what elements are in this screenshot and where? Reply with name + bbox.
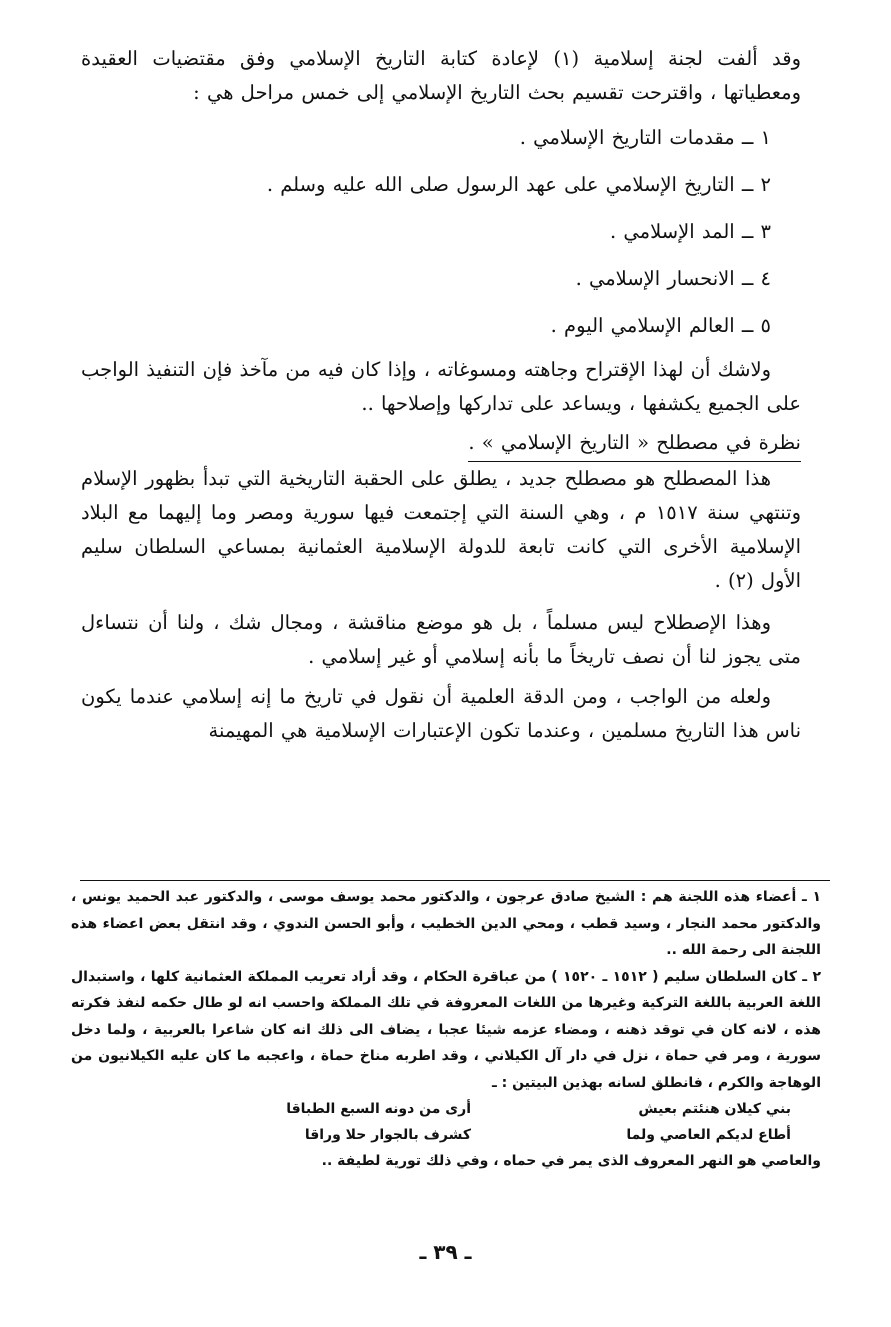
footnote-divider xyxy=(80,880,830,881)
poem-verses xyxy=(151,1096,791,1148)
page-number: ـ ٣٩ ـ xyxy=(419,1240,472,1264)
section-heading: نظرة في مصطلح « التاريخ الإسلامي » . xyxy=(468,427,801,462)
critique-paragraph: وهذا الإصطلاح ليس مسلماً ، بل هو موضع مناقشة ، ومجال شك ، ولنا أن نتساءل متى يجوز لنا أن نصف تاريخاً ما بأنه إسلامي أو غير إسلامي . xyxy=(81,611,801,668)
verse-1b: أرى من دونه السبع الطباقا xyxy=(286,1101,471,1117)
verse-2b: كشرف بالجوار حلا وراقا xyxy=(304,1127,471,1143)
comment-paragraph: ولاشك أن لهذا الإقتراح وجاهته ومسوغاته ، وإذا كان فيه من مآخذ فإن التنفيذ الواجب على الجميع يكشفها ، ويساعد على تداركها وإصلاحها .. xyxy=(81,358,801,415)
verse-2a: أطاع لديكم العاصي ولما xyxy=(626,1127,791,1143)
precision-paragraph: ولعله من الواجب ، ومن الدقة العلمية أن نقول في تاريخ ما إنه إسلامي عندما يكون ناس هذا التاريخ مسلمين ، وعندما تكون الإعتبارات الإسلامية هي المهيمنة xyxy=(81,685,801,742)
stages-list xyxy=(81,114,801,349)
footnote-closing: والعاصي هو النهر المعروف الذى يمر في حماه ، وفي ذلك تورية لطيفة .. xyxy=(321,1153,821,1169)
stage-item-2: ٢ ــ التاريخ الإسلامي على عهد الرسول صلى الله عليه وسلم . xyxy=(266,173,771,196)
main-text xyxy=(81,42,801,748)
stage-item-1: ١ ــ مقدمات التاريخ الإسلامي . xyxy=(519,126,771,149)
stage-item-4: ٤ ــ الانحسار الإسلامي . xyxy=(575,267,771,290)
footnote-2: ٢ ـ كان السلطان سليم ( ١٥١٢ ـ ١٥٢٠ ) من عباقرة الحكام ، وقد أراد تعريب المملكة العثمانية كلها ، واستبدال اللغة العربية باللغة التركية وغيرها من اللغات المعروفة في تلك المملكة واحسب انه لو طال حكمه لنفذ فكرته هذه ، لانه كان في توقد ذهنه ، ومضاء عزمه شيئا عجبا ، يضاف الى ذلك انه كان شاعرا بالعربية ، ولما دخل سورية ، ومر في حماة ، نزل في دار آل الكيلاني ، وقد اطربه مناخ حماة ، واعجبه ما كان عليه الكيلانيون من الوهاجة والكرم ، فانطلق لسانه بهذين البيتين : ـ xyxy=(71,968,821,1091)
stage-item-5: ٥ ــ العالم الإسلامي اليوم . xyxy=(550,314,771,337)
stage-item-3: ٣ ــ المد الإسلامي . xyxy=(610,220,771,243)
verse-1a: بني كيلان هنئتم بعيش xyxy=(638,1101,791,1117)
footnotes xyxy=(71,884,821,1175)
definition-paragraph: هذا المصطلح هو مصطلح جديد ، يطلق على الحقبة التاريخية التي تبدأ بظهور الإسلام وتنتهي سنة ١٥١٧ م ، وهي السنة التي إجتمعت فيها سورية ومصر وما إليهما مع البلاد الإسلامية الأخرى التي كانت تابعة للدولة الإسلامية العثمانية بمساعي السلطان سليم الأول (٢) . xyxy=(81,467,801,592)
footnote-1: ١ ـ أعضاء هذه اللجنة هم : الشيخ صادق عرجون ، والدكتور محمد يوسف موسى ، والدكتور عبد الحميد يونس ، والدكتور محمد النجار ، وسيد قطب ، ومحي الدين الخطيب ، وأبو الحسن الندوي ، وقد انتقل بعض اعضاء هذه اللجنة الى رحمة الله .. xyxy=(71,889,821,958)
intro-paragraph: وقد ألفت لجنة إسلامية (١) لإعادة كتابة التاريخ الإسلامي وفق مقتضيات العقيدة ومعطياتها ، واقترحت تقسيم بحث التاريخ الإسلامي إلى خمس مراحل هي : xyxy=(81,47,802,104)
